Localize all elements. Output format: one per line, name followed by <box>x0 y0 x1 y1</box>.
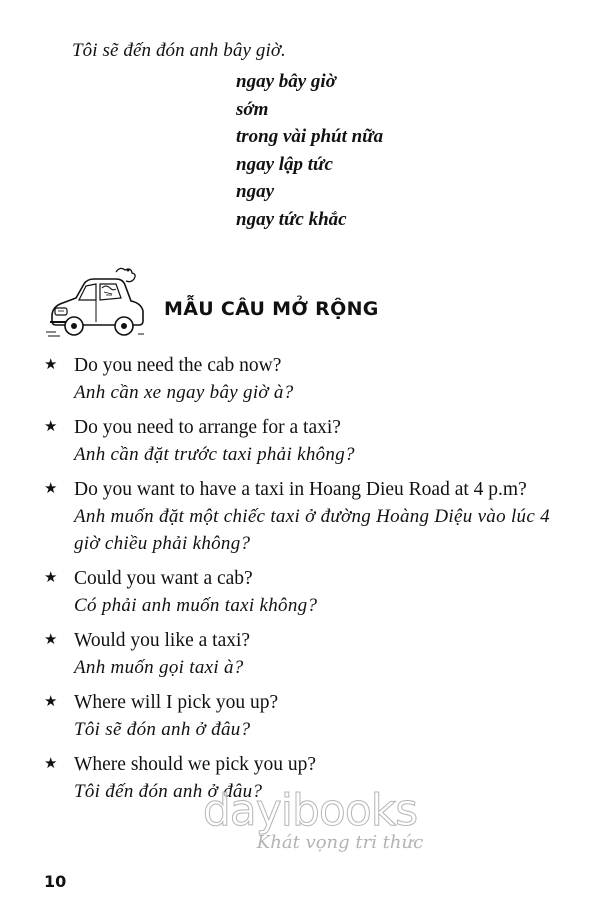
vietnamese-translation: Anh muốn đặt một chiếc taxi ở đường Hoàng Diệu vào lúc 4 giờ chiều phải không? <box>74 506 550 554</box>
alternative-item: trong vài phút nữa <box>236 126 384 147</box>
section-title: MẪU CÂU MỞ RỘNG <box>164 298 379 320</box>
star-bullet-icon: ★ <box>44 754 58 772</box>
intro-sentence: Tôi sẽ đến đón anh bây giờ. <box>72 40 286 61</box>
alternative-item: ngay lập tức <box>236 153 333 175</box>
english-sentence: Do you need the cab now? <box>74 355 282 376</box>
sentence-item <box>44 476 564 557</box>
vietnamese-translation: Anh cần xe ngay bây giờ à? <box>74 382 294 403</box>
sentence-list <box>44 352 564 805</box>
star-bullet-icon: ★ <box>44 479 58 497</box>
vietnamese-translation: Anh muốn gọi taxi à? <box>74 657 244 678</box>
sentence-item <box>44 689 564 743</box>
alternative-item: sớm <box>236 98 269 120</box>
english-sentence: Could you want a cab? <box>74 568 253 589</box>
alternative-item: ngay bây giờ <box>236 71 336 92</box>
english-sentence: Where should we pick you up? <box>74 754 317 775</box>
section-header <box>46 264 446 344</box>
sentence-item <box>44 352 564 406</box>
sentence-item <box>44 414 564 468</box>
star-bullet-icon: ★ <box>44 692 58 710</box>
vietnamese-translation: Tôi sẽ đón anh ở đâu? <box>74 719 251 740</box>
star-bullet-icon: ★ <box>44 568 58 586</box>
alternative-item: ngay <box>236 181 274 202</box>
english-sentence: Would you like a taxi? <box>74 630 251 651</box>
watermark-brand: dayibooks <box>202 785 418 836</box>
taxi-cartoon-icon <box>46 264 146 344</box>
page-number: 10 <box>44 872 67 891</box>
watermark-tagline: Khát vọng tri thức <box>256 832 424 853</box>
star-bullet-icon: ★ <box>44 355 58 373</box>
english-sentence: Do you want to have a taxi in Hoang Dieu Road at 4 p.m? <box>74 479 527 500</box>
vietnamese-translation: Có phải anh muốn taxi không? <box>74 595 318 616</box>
alternatives-list <box>236 68 383 233</box>
sentence-item <box>44 751 564 805</box>
sentence-item <box>44 565 564 619</box>
english-sentence: Do you need to arrange for a taxi? <box>74 417 341 438</box>
english-sentence: Where will I pick you up? <box>74 692 279 713</box>
star-bullet-icon: ★ <box>44 417 58 435</box>
sentence-item <box>44 627 564 681</box>
star-bullet-icon: ★ <box>44 630 58 648</box>
alternative-item: ngay tức khắc <box>236 208 347 230</box>
vietnamese-translation: Anh cần đặt trước taxi phải không? <box>74 444 355 465</box>
vietnamese-translation: Tôi đến đón anh ở đâu? <box>74 781 263 802</box>
